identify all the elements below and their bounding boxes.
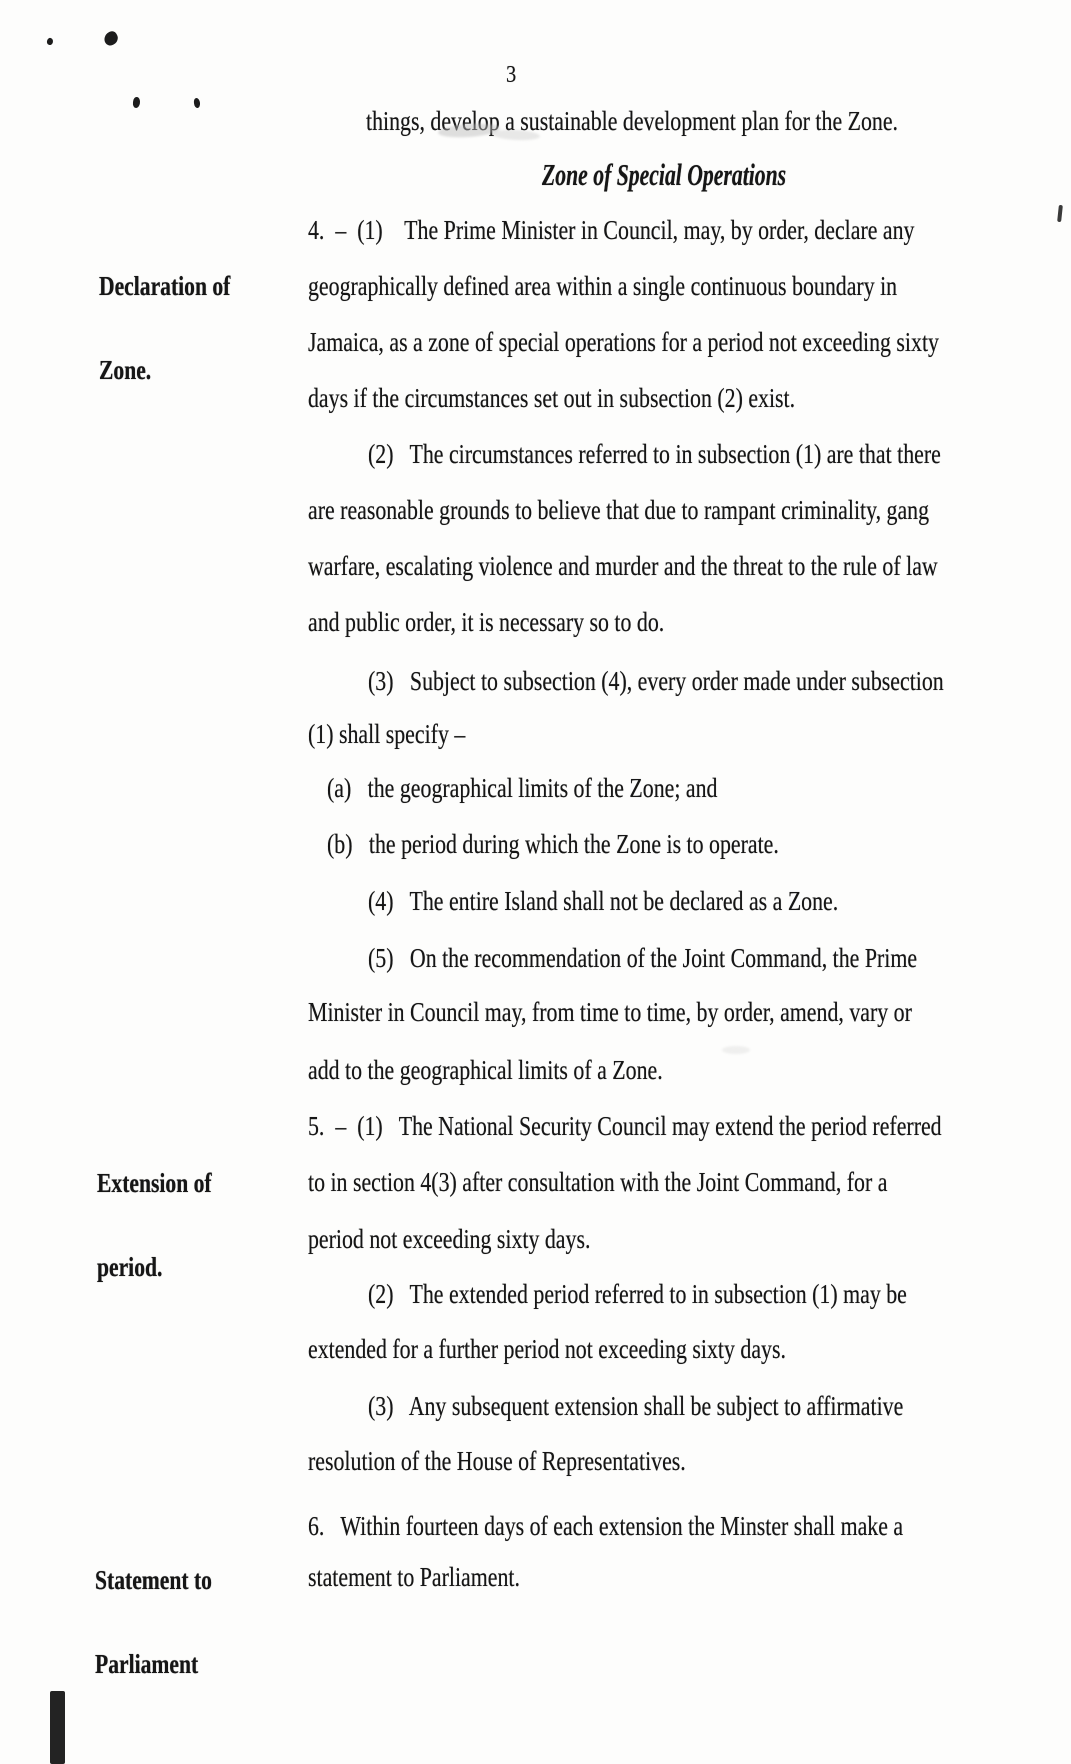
margin-note-line: Statement to: [95, 1565, 212, 1595]
ink-speck: [193, 98, 200, 109]
body-line: 6. Within fourteen days of each extension the Minster shall make a: [308, 1511, 904, 1541]
body-line: (a) the geographical limits of the Zone; and: [327, 773, 718, 803]
section-heading: Zone of Special Operations: [542, 157, 787, 192]
body-line: (3) Any subsequent extension shall be subject to affirmative: [368, 1391, 904, 1421]
ink-speck: [46, 37, 54, 46]
body-line: and public order, it is necessary so to do.: [308, 607, 665, 637]
margin-note-line: period.: [97, 1252, 163, 1282]
body-line: (2) The circumstances referred to in subsection (1) are that there: [368, 439, 941, 469]
body-line: Minister in Council may, from time to time, by order, amend, vary or: [308, 997, 912, 1027]
body-line: (1) shall specify –: [308, 719, 466, 749]
body-line: resolution of the House of Representatives.: [308, 1446, 686, 1476]
continuation-line: things, develop a sustainable development plan for the Zone.: [366, 106, 899, 136]
body-line: add to the geographical limits of a Zone.: [308, 1055, 663, 1085]
body-line: (b) the period during which the Zone is to operate.: [327, 829, 779, 859]
body-line: to in section 4(3) after consultation with the Joint Command, for a: [308, 1167, 888, 1197]
body-line: days if the circumstances set out in subsection (2) exist.: [308, 383, 796, 413]
body-line: are reasonable grounds to believe that due to rampant criminality, gang: [308, 495, 930, 525]
ink-speck: [102, 29, 121, 47]
body-line: (5) On the recommendation of the Joint Command, the Prime: [368, 943, 918, 973]
margin-note-line: Zone.: [99, 355, 152, 385]
body-line: warfare, escalating violence and murder and the threat to the rule of law: [308, 551, 938, 581]
margin-note-extension-of-period: [97, 1113, 212, 1337]
body-line: extended for a further period not exceeding sixty days.: [308, 1334, 786, 1364]
scan-edge-mark: [1057, 205, 1063, 222]
ink-speck: [132, 97, 140, 109]
scan-smudge: [722, 1046, 750, 1054]
body-line: statement to Parliament.: [308, 1562, 520, 1592]
body-line: (3) Subject to subsection (4), every order made under subsection: [368, 666, 944, 696]
margin-note-line: Parliament: [95, 1649, 199, 1679]
margin-note-line: Extension of: [97, 1168, 212, 1198]
page-number: 3: [506, 62, 517, 88]
body-line: geographically defined area within a single continuous boundary in: [308, 271, 898, 301]
body-line: Jamaica, as a zone of special operations for a period not exceeding sixty: [308, 327, 939, 357]
body-line: period not exceeding sixty days.: [308, 1224, 591, 1254]
body-line: 4. – (1) The Prime Minister in Council, may, by order, declare any: [308, 215, 915, 245]
margin-note-line: Declaration of: [99, 271, 231, 301]
margin-note-declaration-of-zone: [99, 216, 230, 440]
body-line: (4) The entire Island shall not be declared as a Zone.: [368, 886, 839, 916]
margin-note-statement-to-parliament: [95, 1510, 212, 1734]
body-line: (2) The extended period referred to in subsection (1) may be: [368, 1279, 907, 1309]
scan-edge-artifact: [50, 1691, 65, 1764]
body-line: 5. – (1) The National Security Council may extend the period referred: [308, 1111, 942, 1141]
